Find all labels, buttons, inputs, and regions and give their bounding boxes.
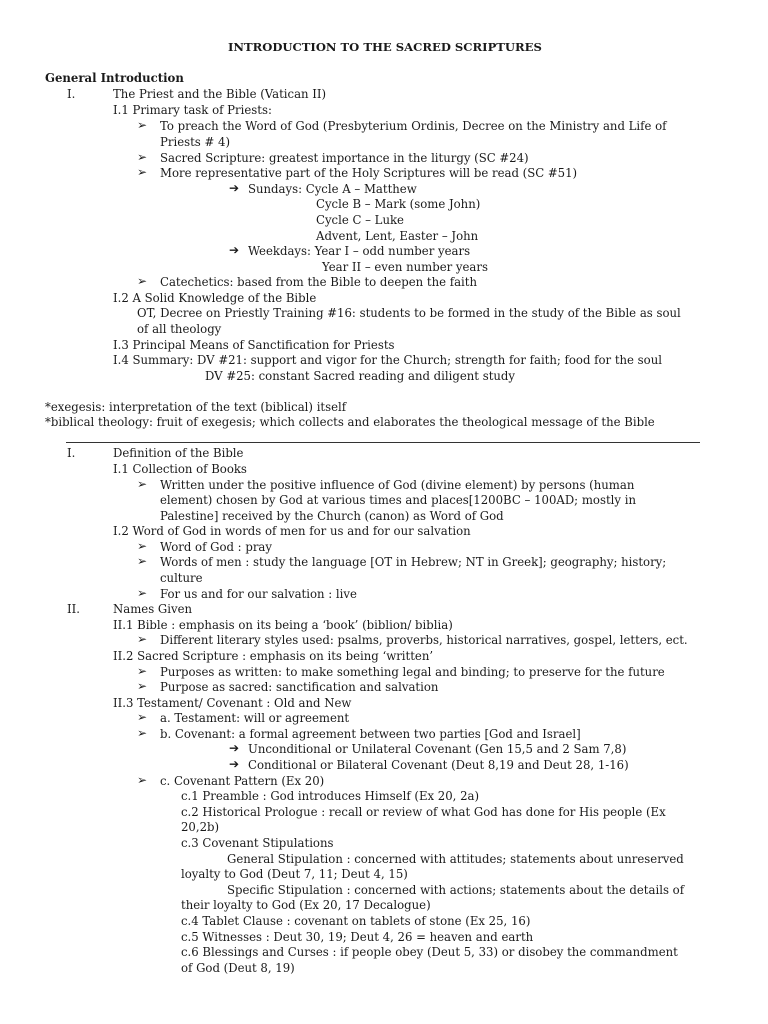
outline-line: I. — [67, 446, 76, 460]
outline-line: c.5 Witnesses : Deut 30, 19; Deut 4, 26 = heaven and earth — [181, 930, 534, 944]
outline-line: Cycle C – Luke — [316, 213, 404, 227]
outline-line: of all theology — [137, 322, 222, 336]
outline-line: For us and for our salvation : live — [160, 587, 357, 601]
outline-line: DV #25: constant Sacred reading and diligent study — [205, 369, 516, 383]
outline-line: I.3 Principal Means of Sanctification for Priests — [113, 338, 395, 352]
outline-line: Palestine] received by the Church (canon) as Word of God — [160, 509, 504, 523]
outline-line: II.2 Sacred Scripture : emphasis on its being ‘written’ — [113, 649, 434, 663]
outline-line: Different literary styles used: psalms, proverbs, historical narratives, gospel, letters, ect. — [160, 633, 688, 647]
outline-line: II.3 Testament/ Covenant : Old and New — [113, 696, 352, 710]
arrow-icon: ➔ — [229, 741, 240, 755]
bullet-icon: ➢ — [137, 165, 148, 179]
bullet-icon: ➢ — [137, 554, 148, 568]
outline-line: I. — [67, 87, 76, 101]
outline-line: Priests # 4) — [160, 135, 231, 149]
outline-line: OT, Decree on Priestly Training #16: students to be formed in the study of the Bible as soul — [137, 306, 681, 320]
outline-line: Word of God : pray — [160, 540, 272, 554]
outline-line: *exegesis: interpretation of the text (biblical) itself — [45, 400, 347, 414]
outline-line: b. Covenant: a formal agreement between two parties [God and Israel] — [160, 727, 581, 741]
arrow-icon: ➔ — [229, 757, 240, 771]
outline-line: of God (Deut 8, 19) — [181, 961, 295, 975]
outline-line: II.1 Bible : emphasis on its being a ‘book’ (biblion/ biblia) — [113, 618, 453, 632]
outline-line: a. Testament: will or agreement — [160, 711, 350, 725]
outline-line: Purpose as sacred: sanctification and salvation — [160, 680, 439, 694]
bullet-icon: ➢ — [137, 679, 148, 693]
outline-line: Definition of the Bible — [113, 446, 244, 460]
outline-line: The Priest and the Bible (Vatican II) — [113, 87, 327, 101]
bullet-icon: ➢ — [137, 773, 148, 787]
outline-line: c.1 Preamble : God introduces Himself (Ex 20, 2a) — [181, 789, 480, 803]
outline-line: I.2 A Solid Knowledge of the Bible — [113, 291, 317, 305]
bullet-icon: ➢ — [137, 710, 148, 724]
outline-line: More representative part of the Holy Scriptures will be read (SC #51) — [160, 166, 578, 180]
outline-line: c. Covenant Pattern (Ex 20) — [160, 774, 325, 788]
outline-line: Conditional or Bilateral Covenant (Deut 8,19 and Deut 28, 1-16) — [248, 758, 629, 772]
bullet-icon: ➢ — [137, 274, 148, 288]
outline-line: c.2 Historical Prologue : recall or review of what God has done for His people (Ex — [181, 805, 666, 819]
outline-line: II. — [67, 602, 80, 616]
bullet-icon: ➢ — [137, 118, 148, 132]
section-heading: General Introduction — [45, 71, 184, 85]
bullet-icon: ➢ — [137, 664, 148, 678]
arrow-icon: ➔ — [229, 243, 240, 257]
bullet-icon: ➢ — [137, 477, 148, 491]
bullet-icon: ➢ — [137, 539, 148, 553]
outline-line: Specific Stipulation : concerned with actions; statements about the details of — [227, 883, 685, 897]
bullet-icon: ➢ — [137, 632, 148, 646]
outline-line: culture — [160, 571, 203, 585]
section-divider — [66, 442, 700, 443]
outline-line: General Stipulation : concerned with attitudes; statements about unreserved — [227, 852, 684, 866]
outline-line: Advent, Lent, Easter – John — [316, 229, 479, 243]
outline-line: *biblical theology: fruit of exegesis; which collects and elaborates the theological message of the Bible — [45, 415, 655, 429]
outline-line: To preach the Word of God (Presbyterium Ordinis, Decree on the Ministry and Life of — [160, 119, 667, 133]
outline-line: I.1 Primary task of Priests: — [113, 103, 272, 117]
document-title: INTRODUCTION TO THE SACRED SCRIPTURES — [228, 40, 542, 54]
bullet-icon: ➢ — [137, 150, 148, 164]
outline-line: 20,2b) — [181, 820, 220, 834]
outline-line: Sacred Scripture: greatest importance in the liturgy (SC #24) — [160, 151, 529, 165]
outline-line: Words of men : study the language [OT in Hebrew; NT in Greek]; geography; history; — [160, 555, 667, 569]
outline-line: c.4 Tablet Clause : covenant on tablets of stone (Ex 25, 16) — [181, 914, 531, 928]
outline-line: Sundays: Cycle A – Matthew — [248, 182, 417, 196]
bullet-icon: ➢ — [137, 726, 148, 740]
bullet-icon: ➢ — [137, 586, 148, 600]
outline-line: loyalty to God (Deut 7, 11; Deut 4, 15) — [181, 867, 408, 881]
outline-line: Year II – even number years — [322, 260, 488, 274]
outline-line: I.1 Collection of Books — [113, 462, 247, 476]
outline-line: c.6 Blessings and Curses : if people obey (Deut 5, 33) or disobey the commandment — [181, 945, 678, 959]
outline-line: Written under the positive influence of God (divine element) by persons (human — [160, 478, 635, 492]
outline-line: Weekdays: Year I – odd number years — [248, 244, 471, 258]
outline-line: Cycle B – Mark (some John) — [316, 197, 481, 211]
outline-line: Purposes as written: to make something legal and binding; to preserve for the future — [160, 665, 665, 679]
outline-line: element) chosen by God at various times and places[1200BC – 100AD; mostly in — [160, 493, 636, 507]
outline-line: I.2 Word of God in words of men for us and for our salvation — [113, 524, 471, 538]
outline-line: Unconditional or Unilateral Covenant (Gen 15,5 and 2 Sam 7,8) — [248, 742, 627, 756]
arrow-icon: ➔ — [229, 181, 240, 195]
outline-line: I.4 Summary: DV #21: support and vigor for the Church; strength for faith; food for the soul — [113, 353, 662, 367]
outline-line: c.3 Covenant Stipulations — [181, 836, 334, 850]
outline-line: Names Given — [113, 602, 193, 616]
outline-line: their loyalty to God (Ex 20, 17 Decalogue) — [181, 898, 431, 912]
outline-line: Catechetics: based from the Bible to deepen the faith — [160, 275, 478, 289]
